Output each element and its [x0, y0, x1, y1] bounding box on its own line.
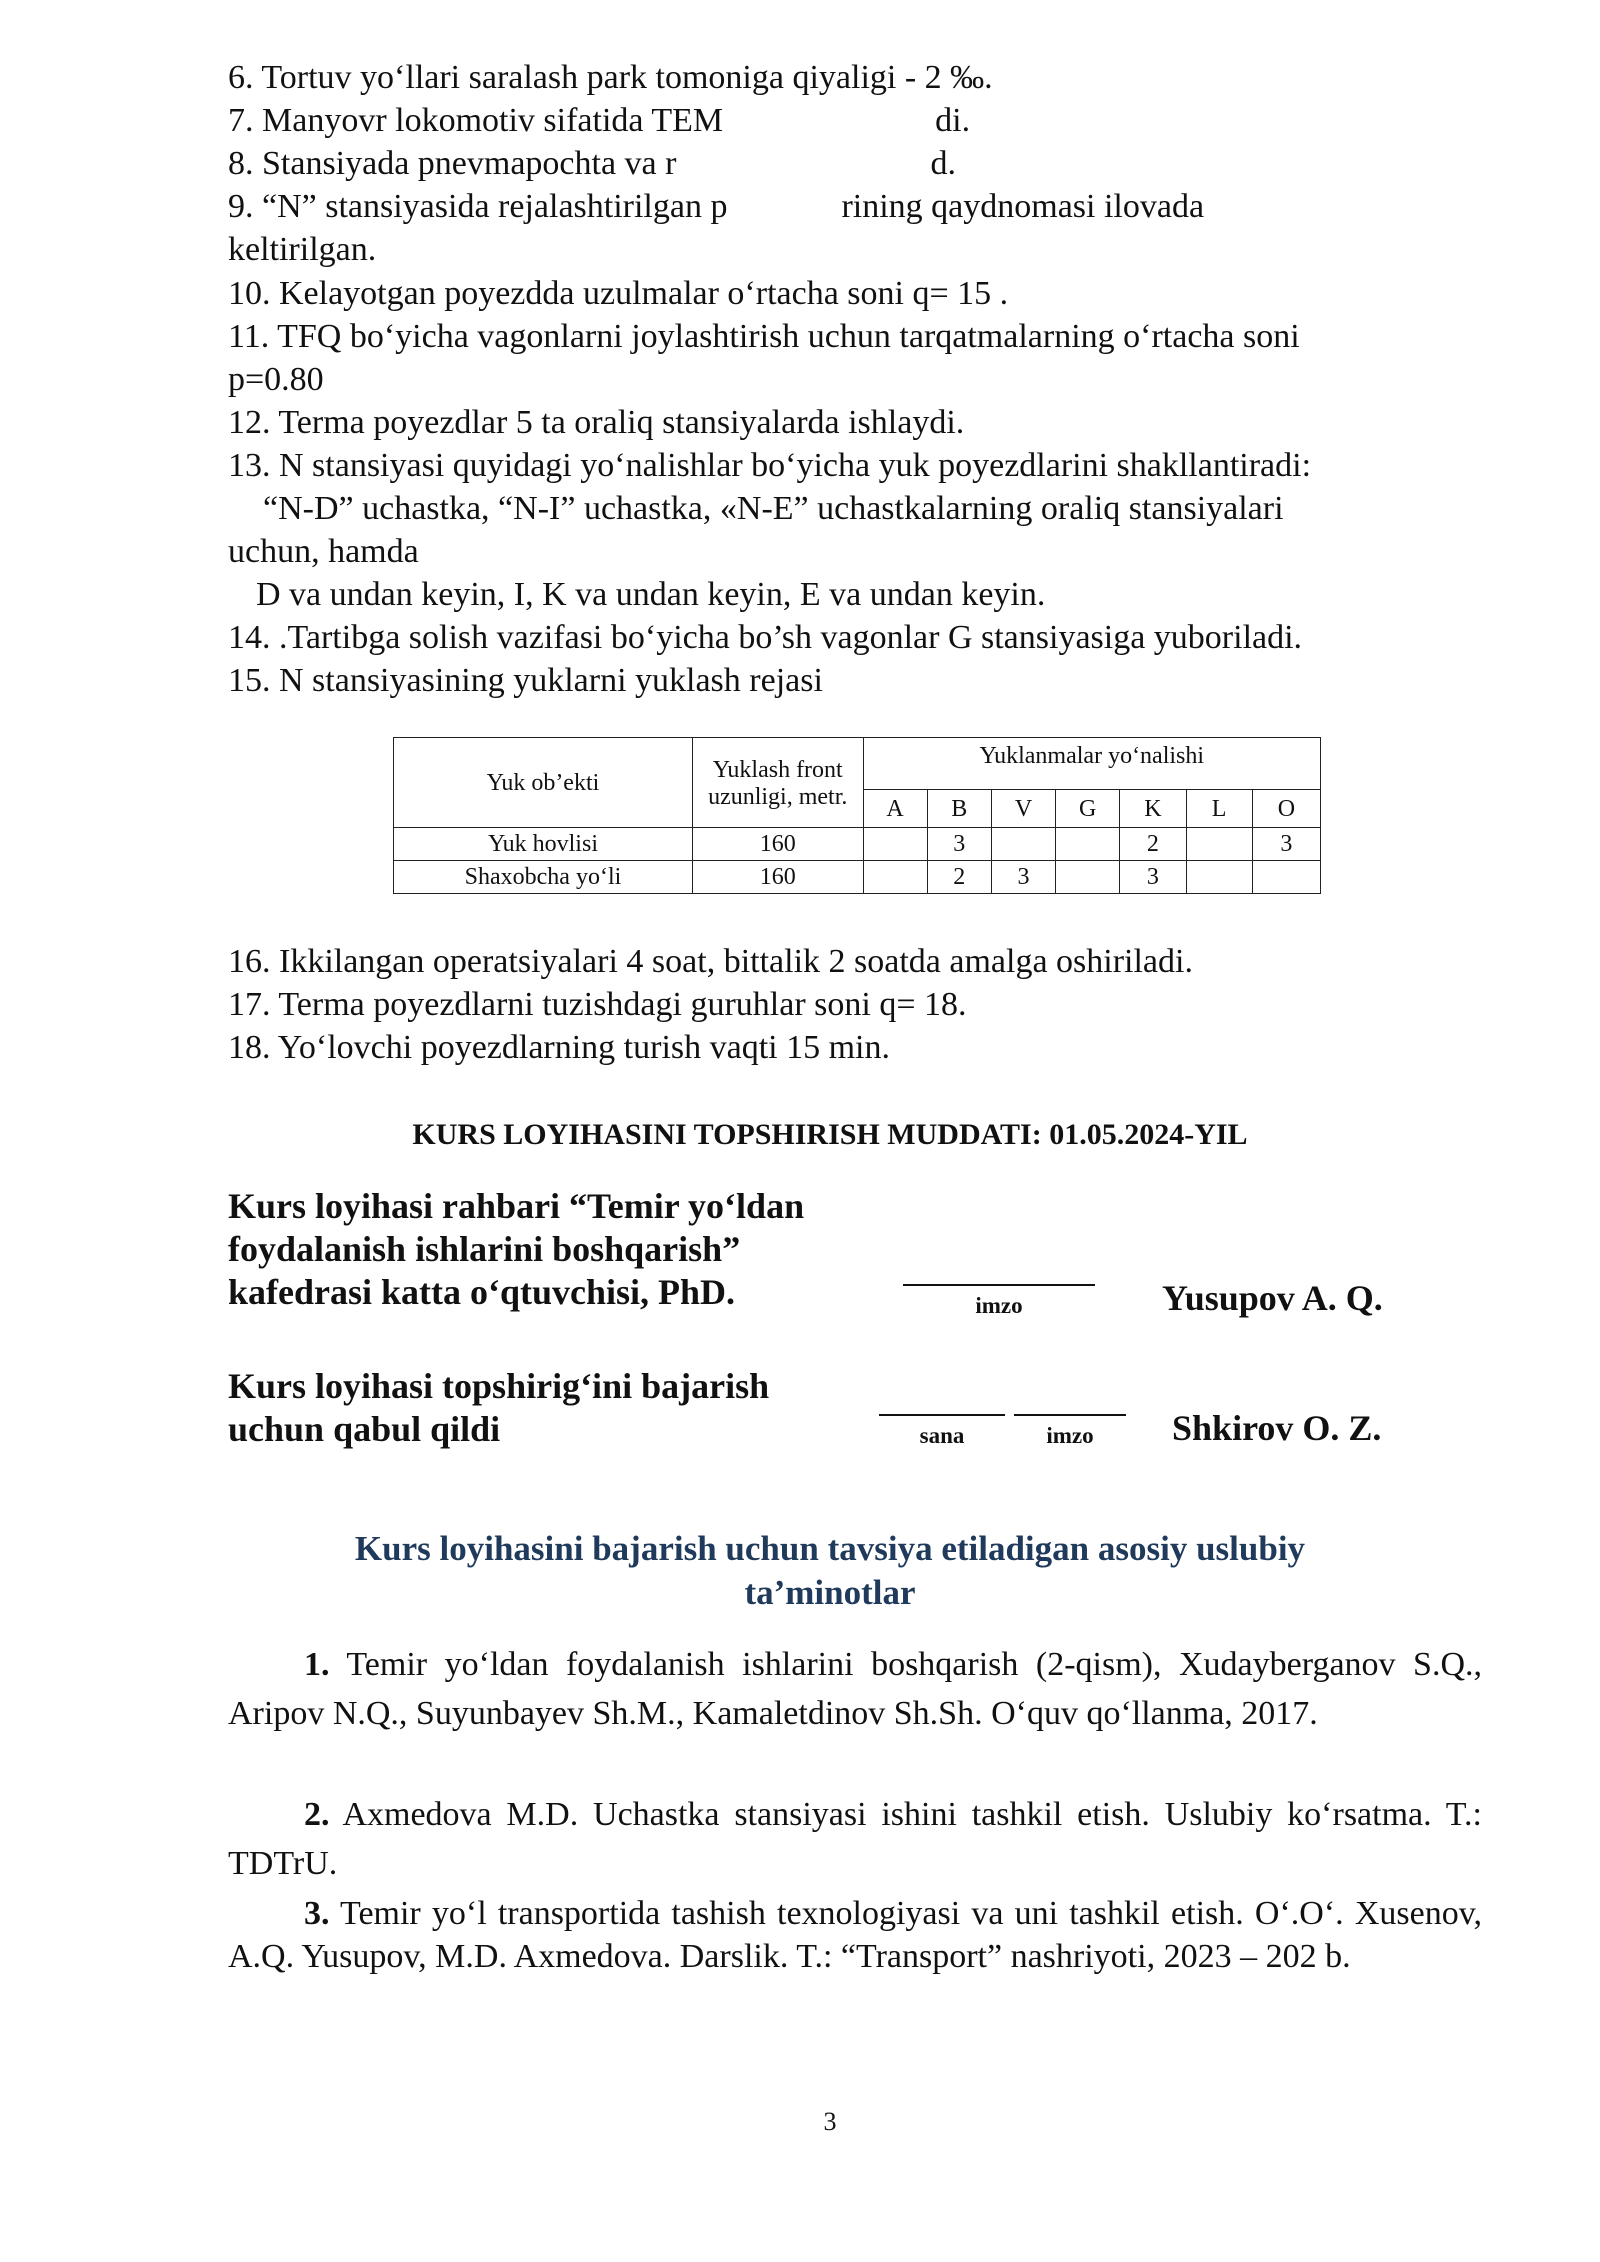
page-number: 3 — [823, 2107, 837, 2136]
reference-2-text: Axmedova M.D. Uchastka stansiyasi ishini tashkil etish. Uslubiy ko‘rsatma. T.: TDTrU. — [228, 1796, 1483, 1882]
recommended-title-line-2: ta’minotlar — [744, 1573, 916, 1612]
reference-3-number: 3. — [304, 1895, 330, 1932]
table-row — [394, 828, 1321, 861]
direction-header: O — [1252, 790, 1320, 828]
item-13-sections: “N-D” uchastka, “N-I” uchastka, «N-E” uchastkalarning oraliq stansiyalari — [263, 490, 1284, 527]
direction-value-cell — [1252, 861, 1320, 894]
loading-plan-table — [393, 737, 1321, 894]
front-length-cell: 160 — [692, 828, 863, 861]
direction-header: B — [927, 790, 991, 828]
student-signature-caption: imzo — [1046, 1423, 1094, 1448]
item-18: 18. Yo‘lovchi poyezdlarning turish vaqti 15 min. — [228, 1029, 891, 1066]
item-8-text: 8. Stansiyada pnevmapochta va r — [228, 145, 677, 182]
front-length-cell: 160 — [692, 861, 863, 894]
supervisor-title — [228, 1185, 804, 1314]
direction-value-cell: 2 — [927, 861, 991, 894]
reference-3-text: Temir yo‘l transportida tashish texnologiyasi va uni tashkil etish. O‘.O‘. Xusenov, A.Q. Yusupov, M.D. Axmedova. Darslik. T.: “Transport” nashriyoti, 2023 – 202 b. — [228, 1895, 1482, 1975]
supervisor-line-2: foydalanish ishlarini boshqarish” — [228, 1229, 741, 1269]
supervisor-line-3: kafedrasi katta o‘qtuvchisi, PhD. — [228, 1272, 736, 1312]
supervisor-signature-line — [903, 1284, 1095, 1286]
recommended-resources-title — [0, 1527, 1600, 1615]
direction-value-cell — [1056, 861, 1120, 894]
table-body — [394, 828, 1321, 894]
supervisor-line-1: Kurs loyihasi rahbari “Temir yo‘ldan — [228, 1186, 805, 1226]
header-cargo-object: Yuk ob’ekti — [394, 738, 693, 828]
item-16: 16. Ikkilangan operatsiyalari 4 soat, bittalik 2 soatda amalga oshiriladi. — [228, 943, 1193, 980]
direction-value-cell — [863, 861, 927, 894]
direction-value-cell: 3 — [1120, 861, 1186, 894]
student-name: Shkirov O. Z. — [1172, 1408, 1382, 1448]
direction-value-cell: 3 — [927, 828, 991, 861]
table-row — [394, 861, 1321, 894]
item-13-destinations: D va undan keyin, I, K va undan keyin, E va undan keyin. — [256, 576, 1046, 613]
item-17: 17. Terma poyezdlarni tuzishdagi guruhlar soni q= 18. — [228, 986, 967, 1023]
direction-value-cell — [1056, 828, 1120, 861]
item-8-tail: d. — [930, 145, 956, 182]
direction-value-cell — [863, 828, 927, 861]
student-title — [228, 1365, 769, 1451]
student-date-line — [879, 1414, 1005, 1416]
item-6: 6. Tortuv yo‘llari saralash park tomoniga qiyaligi - 2 ‰. — [228, 59, 993, 96]
direction-header: V — [991, 790, 1055, 828]
direction-header: L — [1186, 790, 1252, 828]
cargo-object-cell: Shaxobcha yo‘li — [394, 861, 693, 894]
reference-1-text: Temir yo‘ldan foydalanish ishlarini boshqarish (2-qism), Xudayberganov S.Q., Aripov N.Q., Suyunbayev Sh.M., Kamaletdinov Sh.Sh. O‘quv qo‘llanma, 2017. — [228, 1646, 1483, 1732]
student-line-1: Kurs loyihasi topshirig‘ini bajarish — [228, 1366, 770, 1406]
recommended-title-line-1: Kurs loyihasini bajarish uchun tavsiya etiladigan asosiy uslubiy — [354, 1529, 1306, 1568]
item-14: 14. .Tartibga solish vazifasi bo‘yicha bo’sh vagonlar G stansiyasiga yuboriladi. — [228, 619, 1303, 656]
item-9-text: 9. “N” stansiyasida rejalashtirilgan p — [228, 188, 728, 225]
header-front-length: Yuklash front uzunligi, metr. — [692, 738, 863, 828]
item-9-tail: rining qaydnomasi ilovada — [841, 188, 1205, 225]
item-7-tail: di. — [935, 102, 971, 139]
reference-3 — [228, 1892, 1482, 1978]
item-7 — [228, 99, 970, 142]
item-13-cont: uchun, hamda — [228, 533, 419, 570]
item-11-cont: p=0.80 — [228, 361, 324, 398]
direction-header: A — [863, 790, 927, 828]
direction-value-cell: 2 — [1120, 828, 1186, 861]
direction-header: G — [1056, 790, 1120, 828]
reference-2 — [228, 1790, 1482, 1888]
item-11: 11. TFQ bo‘yicha vagonlarni joylashtirish uchun tarqatmalarning o‘rtacha soni — [228, 318, 1300, 355]
student-date-caption: sana — [919, 1423, 965, 1448]
direction-value-cell — [1186, 828, 1252, 861]
item-9 — [228, 185, 1204, 228]
submission-deadline: KURS LOYIHASINI TOPSHIRISH MUDDATI: 01.05.2024-YIL — [412, 1118, 1248, 1151]
direction-value-cell — [991, 828, 1055, 861]
student-signature-line — [1014, 1414, 1126, 1416]
reference-1-number: 1. — [304, 1646, 330, 1683]
item-8 — [228, 142, 956, 185]
item-7-text: 7. Manyovr lokomotiv sifatida TEM — [228, 102, 724, 139]
direction-value-cell: 3 — [991, 861, 1055, 894]
supervisor-signature-caption: imzo — [975, 1293, 1023, 1318]
student-line-2: uchun qabul qildi — [228, 1409, 501, 1449]
reference-1 — [228, 1640, 1482, 1738]
item-15: 15. N stansiyasining yuklarni yuklash rejasi — [228, 662, 823, 699]
header-directions: Yuklanmalar yo‘nalishi — [863, 738, 1321, 790]
direction-value-cell: 3 — [1252, 828, 1320, 861]
reference-2-number: 2. — [304, 1796, 330, 1833]
item-10: 10. Kelayotgan poyezdda uzulmalar o‘rtacha soni q= 15 . — [228, 275, 1009, 312]
item-9-cont: keltirilgan. — [228, 231, 377, 268]
item-12: 12. Terma poyezdlar 5 ta oraliq stansiyalarda ishlaydi. — [228, 404, 965, 441]
cargo-object-cell: Yuk hovlisi — [394, 828, 693, 861]
direction-header: K — [1120, 790, 1186, 828]
item-13: 13. N stansiyasi quyidagi yo‘nalishlar bo‘yicha yuk poyezdlarini shakllantiradi: — [228, 447, 1312, 484]
supervisor-name: Yusupov A. Q. — [1162, 1278, 1383, 1318]
direction-value-cell — [1186, 861, 1252, 894]
